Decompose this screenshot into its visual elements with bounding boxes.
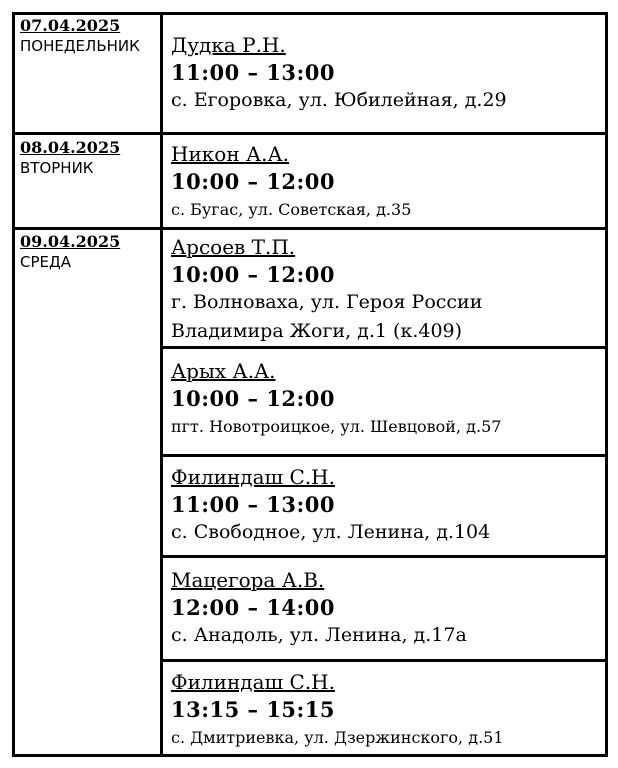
schedule-entry bbox=[163, 457, 605, 558]
person-name: Дудка Р.Н. bbox=[171, 33, 286, 57]
time-range: 10:00 – 12:00 bbox=[171, 169, 336, 194]
weekday: ПОНЕДЕЛЬНИК bbox=[20, 37, 140, 55]
address-line-2: Владимира Жоги, д.1 (к.409) bbox=[171, 320, 463, 342]
person-name: Мацегора А.В. bbox=[171, 568, 325, 592]
schedule-entry bbox=[163, 662, 605, 754]
address: с. Егоровка, ул. Юбилейная, д.29 bbox=[171, 89, 507, 111]
time-range: 10:00 – 12:00 bbox=[171, 262, 336, 287]
schedule-entry bbox=[163, 349, 605, 457]
address: пгт. Новотроицкое, ул. Шевцовой, д.57 bbox=[171, 417, 502, 436]
weekday: ВТОРНИК bbox=[20, 159, 94, 177]
date: 08.04.2025 bbox=[20, 138, 121, 157]
day-row-monday bbox=[15, 15, 605, 135]
address: г. Волноваха, ул. Героя России bbox=[171, 291, 483, 313]
weekday: СРЕДА bbox=[20, 253, 71, 271]
day-row-tuesday bbox=[15, 135, 605, 230]
time-range: 13:15 – 15:15 bbox=[171, 697, 336, 722]
schedule-table bbox=[12, 12, 608, 757]
person-name: Филиндаш С.Н. bbox=[171, 670, 335, 694]
entries bbox=[163, 135, 605, 227]
date-cell bbox=[15, 230, 163, 754]
date: 07.04.2025 bbox=[20, 16, 121, 35]
schedule-entry bbox=[163, 558, 605, 662]
schedule-entry bbox=[163, 140, 605, 224]
time-range: 12:00 – 14:00 bbox=[171, 595, 336, 620]
address: с. Бугас, ул. Советская, д.35 bbox=[171, 200, 412, 219]
date: 09.04.2025 bbox=[20, 232, 121, 251]
date-cell bbox=[15, 135, 163, 227]
entries bbox=[163, 230, 605, 754]
address: с. Анадоль, ул. Ленина, д.17а bbox=[171, 624, 467, 646]
person-name: Филиндаш С.Н. bbox=[171, 465, 335, 489]
address: с. Свободное, ул. Ленина, д.104 bbox=[171, 521, 491, 543]
entries bbox=[163, 15, 605, 132]
person-name: Арсоев Т.П. bbox=[171, 235, 296, 259]
day-row-wednesday bbox=[15, 230, 605, 754]
time-range: 10:00 – 12:00 bbox=[171, 386, 336, 411]
time-range: 11:00 – 13:00 bbox=[171, 60, 336, 85]
date-cell bbox=[15, 15, 163, 132]
schedule-entry bbox=[163, 230, 605, 349]
person-name: Никон А.А. bbox=[171, 142, 290, 166]
time-range: 11:00 – 13:00 bbox=[171, 492, 336, 517]
person-name: Арых А.А. bbox=[171, 359, 276, 383]
schedule-entry bbox=[163, 31, 605, 115]
address: с. Дмитриевка, ул. Дзержинского, д.51 bbox=[171, 728, 504, 747]
